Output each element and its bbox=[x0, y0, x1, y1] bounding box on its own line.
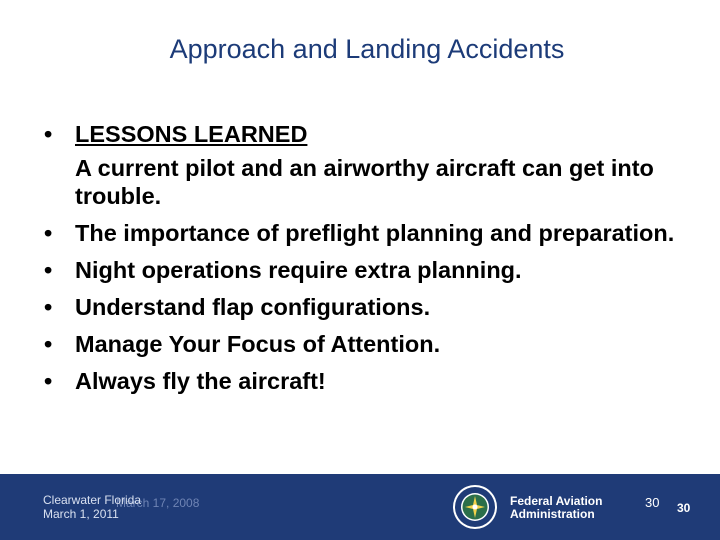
bullet-item bbox=[44, 256, 684, 284]
bullet-item bbox=[44, 367, 684, 395]
slide-number-overlay: 30 bbox=[677, 501, 691, 515]
footer-ghost-date: March 17, 2008 bbox=[116, 496, 200, 510]
slide-number: 30 bbox=[645, 495, 660, 510]
faa-seal-icon bbox=[452, 484, 498, 530]
bullet-dot: • bbox=[44, 368, 53, 394]
bullet-dot: • bbox=[44, 294, 53, 320]
bullet-text: Manage Your Focus of Attention. bbox=[75, 331, 441, 357]
bullet-dot: • bbox=[44, 257, 53, 283]
footer-date: March 1, 2011 bbox=[43, 507, 119, 521]
bullet-item bbox=[44, 219, 684, 247]
bullet-text: Night operations require extra planning. bbox=[75, 257, 522, 283]
footer-bar bbox=[0, 474, 720, 540]
bullet-list bbox=[44, 120, 684, 404]
bullet-text: Understand flap configurations. bbox=[75, 294, 431, 320]
bullet-dot: • bbox=[44, 220, 53, 246]
footer-location: Clearwater Florida bbox=[43, 493, 142, 507]
slide-title: Approach and Landing Accidents bbox=[169, 34, 565, 64]
bullet-dot: • bbox=[44, 121, 53, 147]
agency-name bbox=[510, 495, 602, 521]
bullet-heading: LESSONS LEARNED bbox=[75, 121, 308, 147]
bullet-dot: • bbox=[44, 331, 53, 357]
bullet-text: A current pilot and an airworthy aircraft can get into trouble. bbox=[75, 155, 654, 209]
bullet-item bbox=[44, 293, 684, 321]
agency-line-1: Federal Aviation bbox=[510, 494, 603, 508]
bullet-item bbox=[44, 120, 684, 210]
bullet-item bbox=[44, 330, 684, 358]
bullet-text: The importance of preflight planning and preparation. bbox=[75, 220, 675, 246]
agency-line-2: Administration bbox=[510, 507, 595, 521]
bullet-text: Always fly the aircraft! bbox=[75, 368, 326, 394]
